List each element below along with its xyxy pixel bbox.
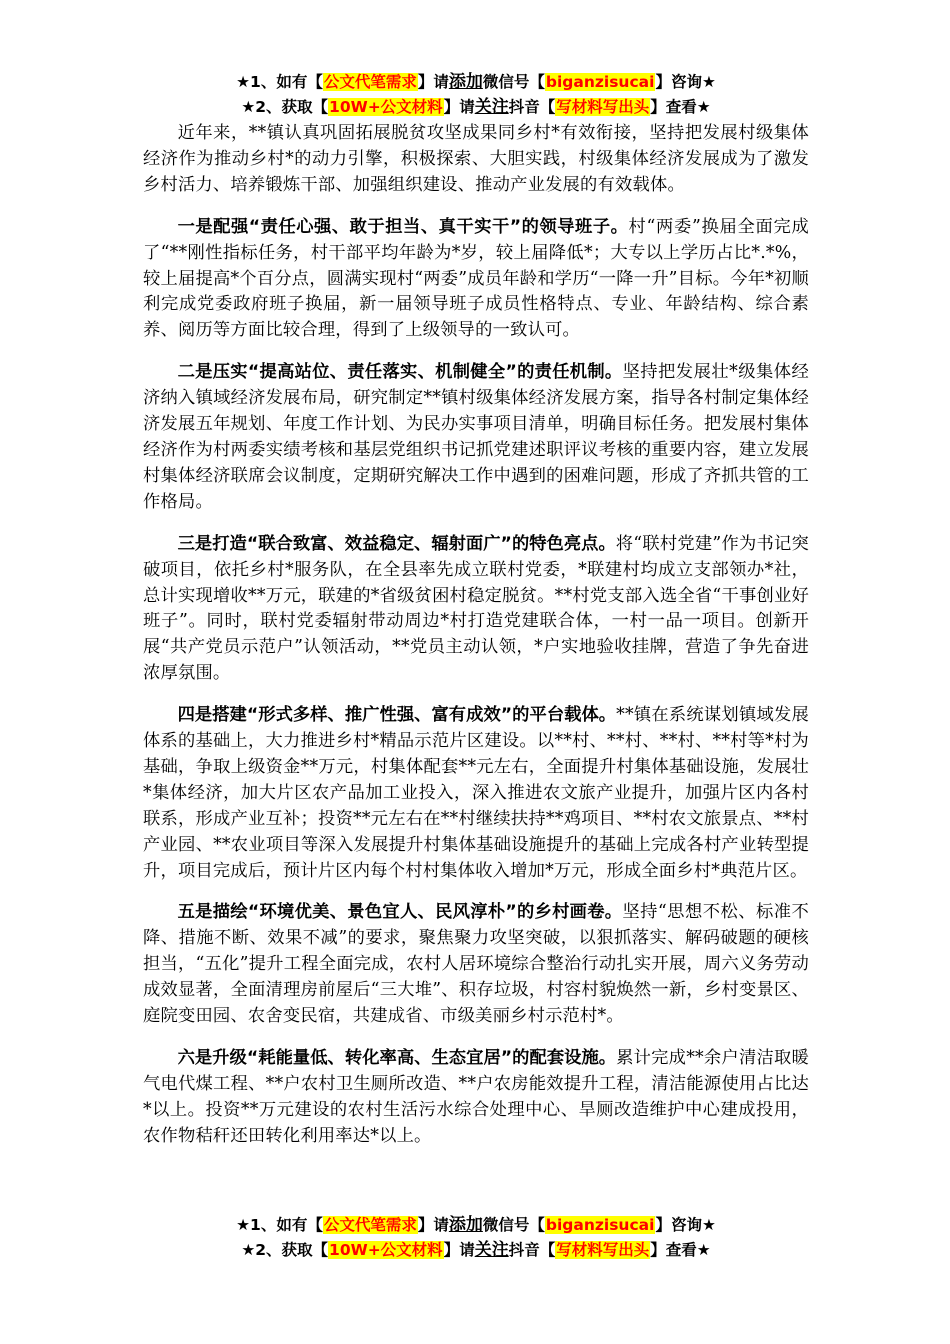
ad-text: ★1、如有【 bbox=[236, 73, 323, 91]
section-heading: 二是压实“提高站位、责任落实、机制健全”的责任机制。 bbox=[177, 362, 623, 383]
ad-header-line-2 bbox=[143, 95, 809, 120]
document-page bbox=[143, 70, 809, 1150]
section-body: 累计完成**余户清洁取暖气电代煤工程、**户农村卫生厕所改造、**户农房能效提升工程，清洁能源使用占比达*以上。投资**万元建设的农村生活污水综合处理中心、旱厕改造维护中心建成投用，农作物秸秆还田转化利用率达*以上。 bbox=[143, 1048, 810, 1146]
ad-text: 】请 bbox=[443, 1241, 475, 1259]
ad-text: 抖音【 bbox=[508, 98, 556, 116]
section-body: 村“两委”换届全面完成了“**刚性指标任务，村干部平均年龄为*岁，较上届降低*；大专以上学历占比*.*%，较上届提高*个百分点，圆满实现村“两委”成员年龄和学历“一降一升”目标。今年*初顺利完成党委政府班子换届，新一届领导班子成员性格特点、专业、年龄结构、综合素养、阅历等方面比较合理，得到了上级领导的一致认可。 bbox=[143, 216, 810, 341]
ad-highlight-douyin-id: 写材料写出头 bbox=[556, 98, 650, 116]
section-paragraph-4 bbox=[143, 703, 809, 884]
section-paragraph-2 bbox=[143, 360, 809, 515]
section-heading: 一是配强“责任心强、敢于担当、真干实干”的领导班子。 bbox=[177, 216, 629, 237]
ad-underline: 关注 bbox=[474, 1240, 509, 1260]
ad-text: 】请 bbox=[417, 1216, 449, 1234]
ad-text: 】咨询★ bbox=[655, 1216, 716, 1234]
ad-highlight-wechat-id: biganzisucai bbox=[545, 73, 655, 91]
ad-underline: 添加 bbox=[448, 72, 483, 92]
ad-highlight: 公文代笔需求 bbox=[323, 1216, 417, 1234]
ad-highlight: 10W+公文材料 bbox=[329, 1241, 443, 1259]
section-body: 坚持把发展壮*级集体经济纳入镇域经济发展布局，研究制定**镇村级集体经济发展方案，指导各村制定集体经济发展五年规划、年度工作计划、为民办实事项目清单，明确目标任务。把发展村集体经济作为村两委实绩考核和基层党组织书记抓党建述职评议考核的重要内容，建立发展村集体经济联席会议制度，定期研究解决工作中遇到的困难问题，形成了齐抓共管的工作格局。 bbox=[143, 362, 810, 512]
section-paragraph-5 bbox=[143, 900, 809, 1030]
ad-underline: 关注 bbox=[474, 97, 509, 117]
ad-text: ★1、如有【 bbox=[236, 1216, 323, 1234]
section-paragraph-3 bbox=[143, 532, 809, 687]
ad-text: 】请 bbox=[417, 73, 449, 91]
ad-text: 微信号【 bbox=[482, 1216, 545, 1234]
section-heading: 三是打造“联合致富、效益稳定、辐射面广”的特色亮点。 bbox=[177, 533, 616, 554]
ad-text: 】请 bbox=[443, 98, 475, 116]
ad-underline: 添加 bbox=[448, 1215, 483, 1235]
ad-text: 】查看★ bbox=[650, 98, 711, 116]
section-body: 将“联村党建”作为书记突破项目，依托乡村*服务队，在全县率先成立联村党委，*联建村均成立支部领办*社，总计实现增收**万元，联建的*省级贫困村稳定脱贫。**村党支部入选全省“干事创业好班子”。同时，联村党委辐射带动周边*村打造党建联合体，一村一品一项目。创新开展“共产党员示范户”认领活动，**党员主动认领，*户实地验收挂牌，营造了争先奋进浓厚氛围。 bbox=[143, 533, 809, 684]
ad-highlight: 公文代笔需求 bbox=[323, 73, 417, 91]
ad-highlight-wechat-id: biganzisucai bbox=[545, 1216, 655, 1234]
section-paragraph-6 bbox=[143, 1046, 809, 1150]
intro-paragraph: 近年来，**镇认真巩固拓展脱贫攻坚成果同乡村*有效衔接，坚持把发展村级集体经济作为推动乡村*的动力引擎，积极探索、大胆实践，村级集体经济发展成为了激发乡村活力、培养锻炼干部、加强组织建设、推动产业发展的有效载体。 bbox=[143, 123, 809, 195]
ad-highlight-douyin-id: 写材料写出头 bbox=[556, 1241, 650, 1259]
ad-footer-line-2 bbox=[143, 1238, 809, 1263]
ad-text: 】咨询★ bbox=[655, 73, 716, 91]
ad-text: 微信号【 bbox=[482, 73, 545, 91]
ad-text: 抖音【 bbox=[508, 1241, 556, 1259]
section-paragraph-1 bbox=[143, 215, 809, 345]
section-heading: 四是搭建“形式多样、推广性强、富有成效”的平台载体。 bbox=[177, 705, 617, 726]
section-heading: 六是升级“耗能量低、转化率高、生态宜居”的配套设施。 bbox=[177, 1048, 617, 1068]
ad-text: ★2、获取【 bbox=[241, 1241, 329, 1259]
section-body: **镇在系统谋划镇域发展体系的基础上，大力推进乡村*精品示范片区建设。以**村、**村、**村、**村等*村为基础，争取上级资金**万元，村集体配套**元左右，全面提升村集体基础设施，发展壮*集体经济，加大片区农产品加工业投入，深入推进农文旅产业提升，加强片区内各村联系，形成产业互补；投资**元左右在**村继续扶持**鸡项目、**村农文旅景点、**村产业园、**农业项目等深入发展提升村集体基础设施提升的基础上完成各村产业转型提升，项目完成后，预计片区内每个村村集体收入增加*万元，形成全面乡村*典范片区。 bbox=[143, 705, 810, 881]
ad-text: 】查看★ bbox=[650, 1241, 711, 1259]
ad-highlight: 10W+公文材料 bbox=[329, 98, 443, 116]
ad-text: ★2、获取【 bbox=[241, 98, 329, 116]
ad-footer bbox=[143, 1213, 809, 1263]
section-body: 坚持“思想不松、标准不降、措施不断、效果不减”的要求，聚焦聚力攻坚突破，以狠抓落实、解码破题的硬核担当，“五化”提升工程全面完成，农村人居环境综合整治行动扎实开展，周六义务劳动成效显著，全面清理房前屋后“三大堆”、积存垃圾，村容村貌焕然一新，乡村变景区、庭院变田园、农舍变民宿，共建成省、市级美丽乡村示范村*。 bbox=[143, 902, 809, 1027]
ad-footer-line-1 bbox=[143, 1213, 809, 1238]
ad-header-line-1 bbox=[143, 70, 809, 95]
section-heading: 五是描绘“环境优美、景色宜人、民风淳朴”的乡村画卷。 bbox=[177, 902, 623, 923]
